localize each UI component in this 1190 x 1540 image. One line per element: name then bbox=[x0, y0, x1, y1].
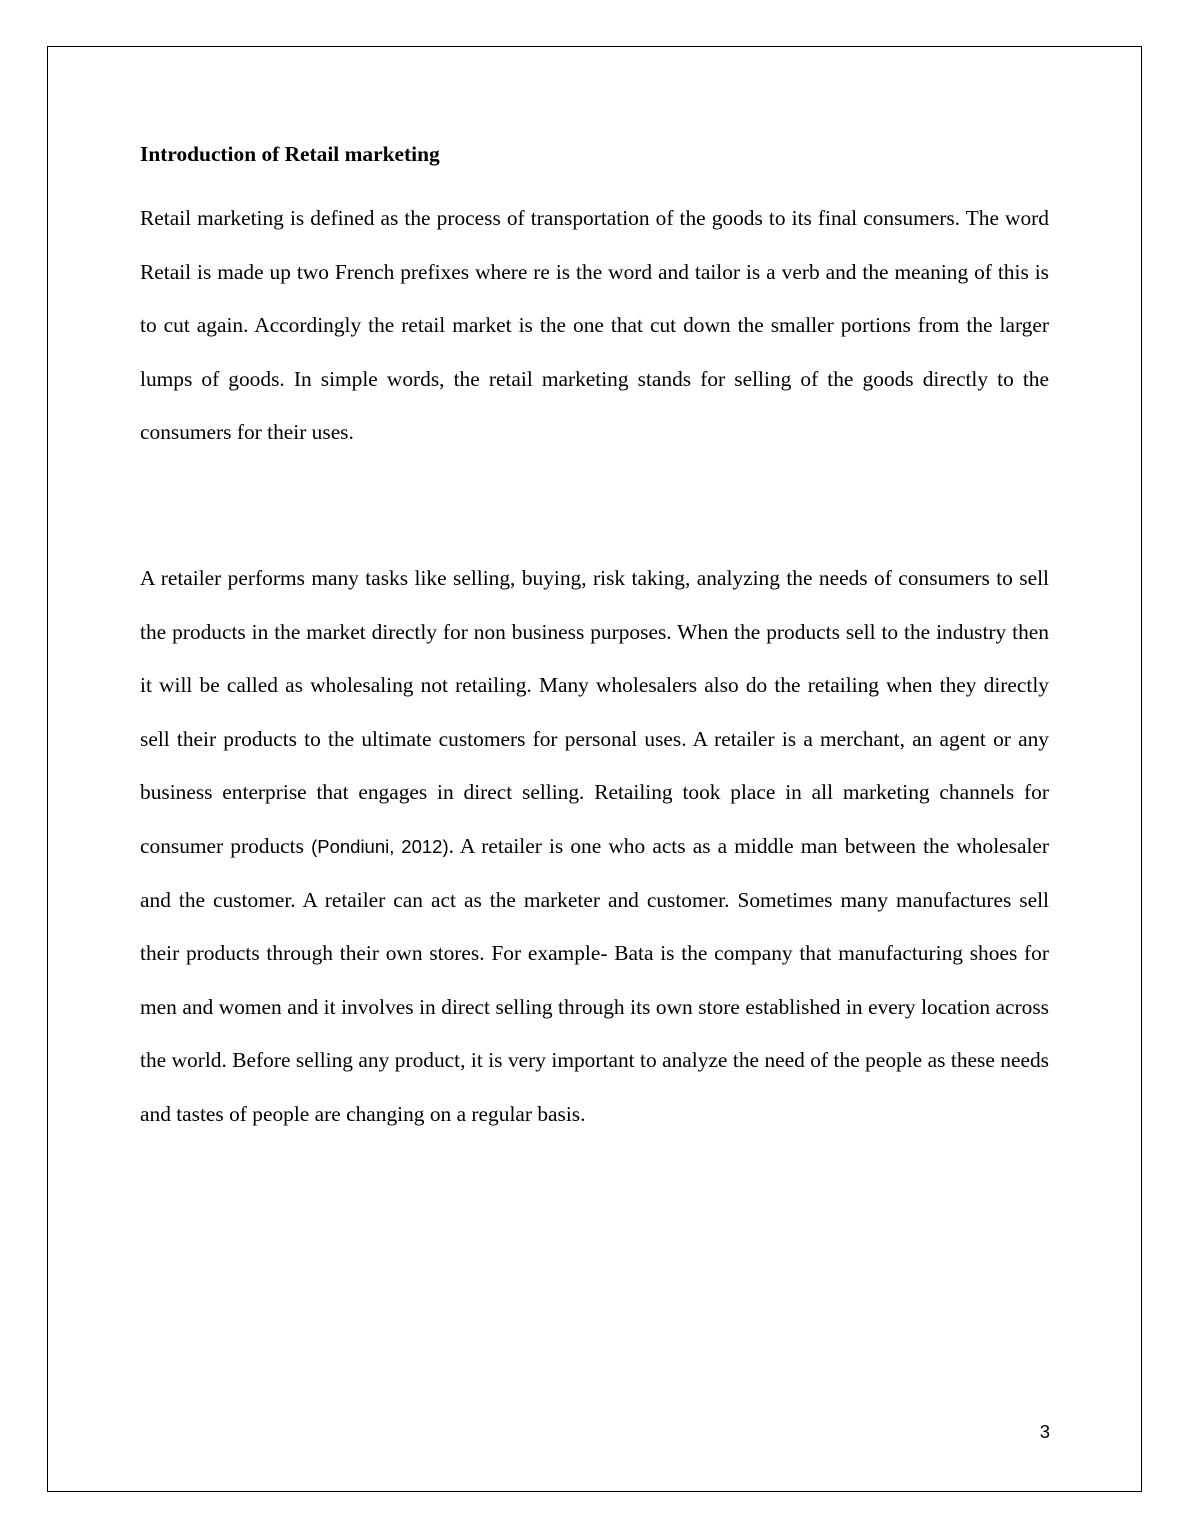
paragraph-definition: Retail marketing is defined as the process of transportation of the goods to its final consumers. The word Retail is made up two French prefixes where re is the word and tailor is a verb and the meaning of this is to cut again. Accordingly the retail market is the one that cut down the smaller portions from the larger lumps of goods. In simple words, the retail marketing stands for selling of the goods directly to the consumers for their uses. bbox=[140, 206, 1049, 445]
paragraph-retailer-tasks bbox=[140, 552, 1049, 1142]
page-number: 3 bbox=[1039, 1421, 1050, 1442]
paragraph-text-before-citation: A retailer performs many tasks like selling, buying, risk taking, analyzing the needs of consumers to sell the products in the market directly for non business purposes. When the products sell to the industry then it will be called as wholesaling not retailing. Many wholesalers also do the retailing when they directly sell their products to the ultimate customers for personal uses. A retailer is a merchant, an agent or any business enterprise that engages in direct selling. Retailing took place in all marketing channels for consumer products bbox=[140, 565, 1049, 858]
document-body bbox=[140, 138, 1049, 1142]
citation: (Pondiuni, 2012) bbox=[311, 835, 449, 857]
section-heading: Introduction of Retail marketing bbox=[140, 142, 440, 166]
paragraph-text-after-citation: . A retailer is one who acts as a middle man between the wholesaler and the customer. A retailer can act as the marketer and customer. Sometimes many manufactures sell their products through their own stores. For example- Bata is the company that manufacturing shoes for men and women and it involves in direct selling through its own store established in every location across the world. Before selling any product, it is very important to analyze the need of the people as these needs and tastes of people are changing on a regular basis. bbox=[140, 833, 1050, 1126]
